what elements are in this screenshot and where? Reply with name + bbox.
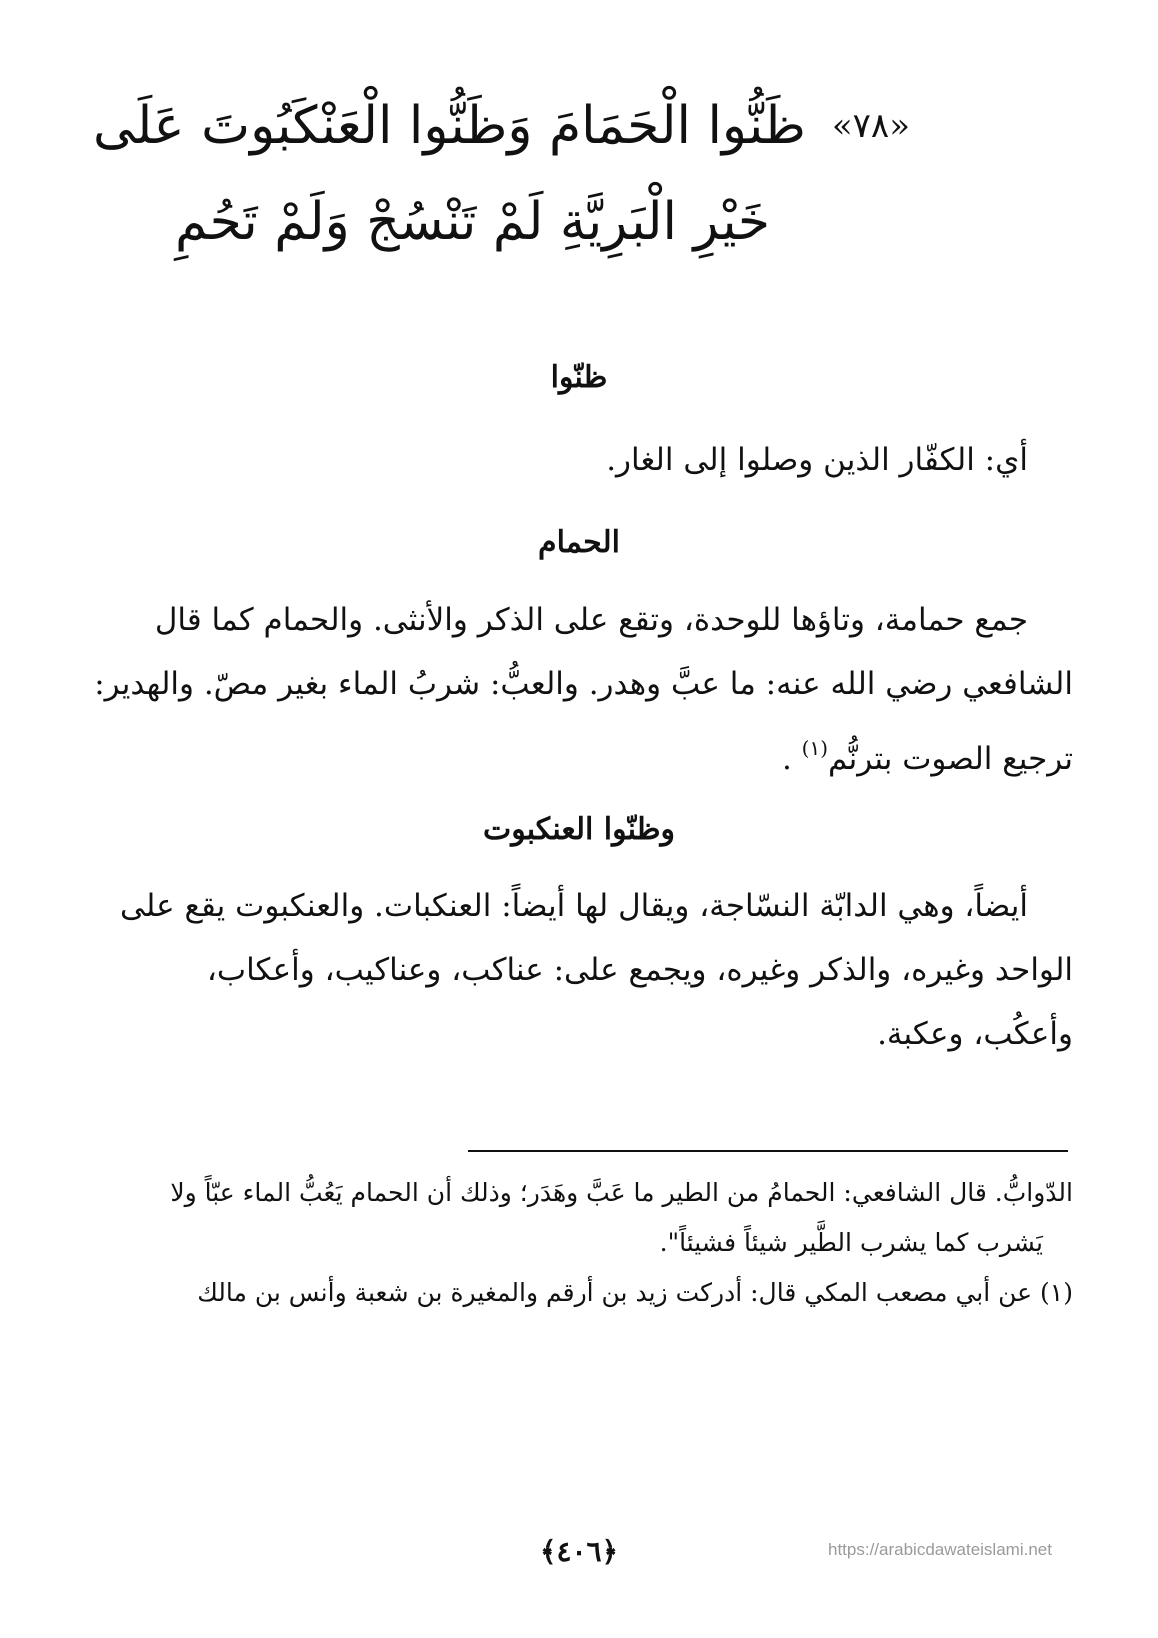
footnote-line: يَشرب كما يشرب الطَّير شيئاً فشيئاً". (659, 1228, 1043, 1257)
footnotes (68, 1168, 1073, 1318)
paragraph-zannu (68, 428, 1073, 492)
footnote-line: الدّوابُّ. قال الشافعي: الحمامُ من الطير ما عَبَّ وهَدَر؛ وذلك أن الحمام يَعُبُّ الماء عبّاً ولا (170, 1178, 1073, 1207)
heading-hamam: الحمام (538, 525, 620, 560)
paragraph-line: أي: الكفّار الذين وصلوا إلى الغار. (606, 442, 1028, 478)
paragraph-line-with-note (68, 716, 1073, 791)
paragraph-line: الشافعي رضي الله عنه: ما عبَّ وهدر. والعبُّ: شربُ الماء بغير مصّ. والهدير: (94, 666, 1073, 702)
footnote-divider (468, 1150, 1068, 1152)
watermark-url: https://arabicdawateislami.net (828, 1540, 1052, 1559)
verse-line-1-text: ظَنُّوا الْحَمَامَ وَظَنُّوا الْعَنْكَبُوتَ عَلَى (93, 96, 806, 156)
heading-ankabut: وظنّوا العنكبوت (482, 812, 676, 847)
line-end-punct: . (781, 741, 792, 777)
paragraph-line: أيضاً، وهي الدابّة النسّاجة، ويقال لها أيضاً: العنكبات. والعنكبوت يقع على (120, 888, 1028, 924)
paragraph-line: وأعكُب، وعكبة. (877, 1016, 1073, 1052)
verse-number: «٧٨» (831, 106, 910, 146)
paragraph-line-text: ترجيع الصوت بترنُّم (828, 741, 1073, 777)
paragraph-line: جمع حمامة، وتاؤها للوحدة، وتقع على الذكر والأنثى. والحمام كما قال (154, 602, 1028, 638)
verse-line-1 (93, 96, 910, 156)
footnote-ref-1[interactable]: (١) (801, 736, 829, 760)
heading-zannu: ظنّوا (550, 360, 608, 395)
footnote-line: (١) عن أبي مصعب المكي قال: أدركت زيد بن أرقم والمغيرة بن شعبة وأنس بن مالك (197, 1278, 1073, 1307)
verse-line-2: خَيْرِ الْبَرِيَّةِ لَمْ تَنْسُجْ وَلَمْ تَحُمِ (175, 192, 770, 252)
paragraph-hamam (68, 588, 1073, 791)
page-number: ﴿٤٠٦﴾ (540, 1535, 618, 1568)
paragraph-ankabut (68, 874, 1073, 1066)
paragraph-line: الواحد وغيره، والذكر وغيره، ويجمع على: عناكب، وعناكيب، وأعكاب، (206, 952, 1073, 988)
poem-verse (93, 96, 910, 252)
